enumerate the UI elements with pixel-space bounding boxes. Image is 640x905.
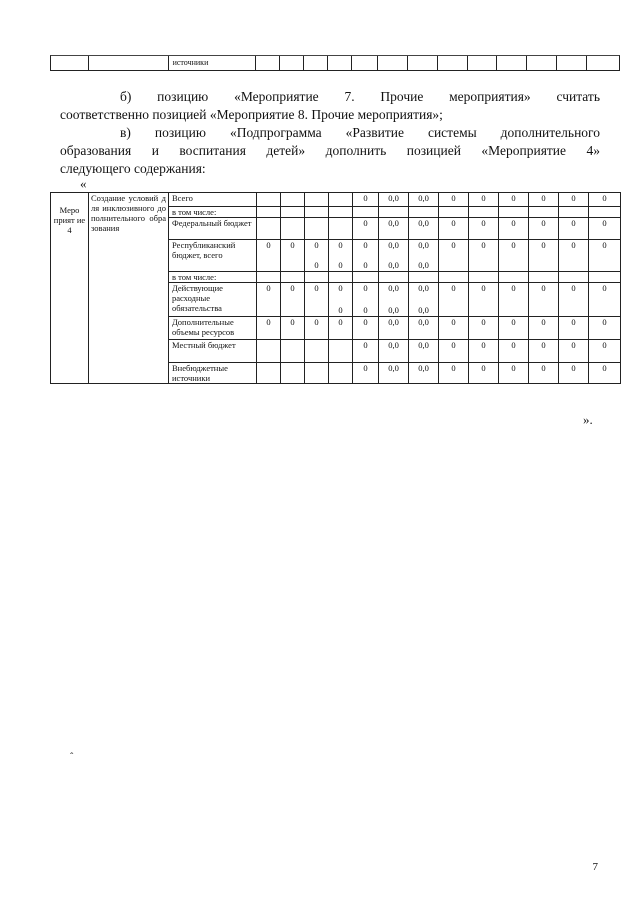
table-cell (497, 56, 527, 70)
value-cell (499, 207, 529, 218)
value-cell (281, 207, 305, 218)
value-text: 0 (571, 283, 576, 293)
table-cell (280, 56, 304, 70)
opening-quote: « (80, 176, 87, 191)
value-text-second: 0 (338, 305, 343, 315)
value-cell: 0 (353, 317, 379, 340)
value-cell: 0 (353, 218, 379, 240)
value-cell (257, 283, 281, 317)
value-cell: 0 (469, 363, 499, 384)
value-cell (257, 193, 281, 207)
row-label: в том числе: (169, 207, 257, 218)
value-cell: 0 (469, 193, 499, 207)
value-cell (559, 207, 589, 218)
value-cell (559, 272, 589, 283)
value-text: 0,0 (418, 240, 429, 250)
page-number: 7 (592, 861, 598, 873)
value-cell: 0 (353, 193, 379, 207)
value-cell (589, 207, 621, 218)
value-text: 0 (314, 283, 319, 293)
value-cell (589, 272, 621, 283)
value-cell (281, 193, 305, 207)
value-text: 0 (451, 240, 456, 250)
value-text: 0 (338, 283, 343, 293)
value-text: 0 (266, 240, 271, 250)
value-text: 0,0 (388, 240, 399, 250)
measure-label: Меро прият ие 4 (51, 193, 89, 384)
value-text: 0 (571, 240, 576, 250)
value-cell: 0 (469, 340, 499, 363)
paragraph-v-line2: образования и воспитания детей» дополнить позицией «Мероприятие 4» (60, 143, 600, 158)
value-text: 0 (363, 283, 368, 293)
value-text: 0 (290, 283, 295, 293)
value-cell (499, 283, 529, 317)
value-text: 0 (602, 283, 607, 293)
value-cell (329, 340, 353, 363)
value-cell: 0 (257, 317, 281, 340)
value-cell (257, 340, 281, 363)
value-cell (329, 272, 353, 283)
row-label: Республиканский бюджет, всего (169, 240, 257, 272)
value-cell: 0 (281, 317, 305, 340)
value-text: 0 (363, 240, 368, 250)
value-cell (379, 283, 409, 317)
value-cell (281, 363, 305, 384)
value-cell (281, 283, 305, 317)
value-cell (469, 207, 499, 218)
value-cell (329, 363, 353, 384)
value-cell: 0 (559, 363, 589, 384)
value-text: 0 (511, 240, 516, 250)
value-text-second: 0 (314, 260, 319, 270)
row-label: Внебюджетные источники (169, 363, 257, 384)
value-text: 0 (481, 283, 486, 293)
value-text-second: 0,0 (388, 305, 399, 315)
value-cell: 0 (559, 317, 589, 340)
value-cell: 0 (353, 363, 379, 384)
value-cell: 0 (499, 218, 529, 240)
value-cell (439, 272, 469, 283)
value-cell (281, 272, 305, 283)
value-cell (329, 207, 353, 218)
value-cell (257, 363, 281, 384)
value-cell (353, 207, 379, 218)
table-cell (557, 56, 587, 70)
value-cell (281, 340, 305, 363)
stray-mark: ˆ (70, 752, 74, 763)
value-cell: 0 (589, 363, 621, 384)
row-label: Действующие расходные обязательства (169, 283, 257, 317)
value-cell: 0 (353, 340, 379, 363)
value-cell: 0 (559, 340, 589, 363)
value-cell (469, 272, 499, 283)
value-cell (379, 272, 409, 283)
measure-table (50, 192, 621, 384)
table-cell (328, 56, 352, 70)
value-cell (329, 193, 353, 207)
value-cell (353, 240, 379, 272)
value-cell: 0 (589, 340, 621, 363)
value-cell (589, 283, 621, 317)
value-cell: 0 (439, 193, 469, 207)
table-cell (378, 56, 408, 70)
value-cell: 0 (529, 317, 559, 340)
value-text-second: 0,0 (418, 260, 429, 270)
value-cell: 0 (439, 340, 469, 363)
value-cell: 0 (589, 317, 621, 340)
table-cell (256, 56, 280, 70)
value-cell (529, 240, 559, 272)
value-cell (305, 340, 329, 363)
value-cell: 0 (589, 193, 621, 207)
paragraph-v-line3: следующего содержания: (60, 161, 206, 176)
value-cell: 0 (499, 317, 529, 340)
value-cell (257, 207, 281, 218)
paragraph-b-line1: б) позицию «Мероприятие 7. Прочие мероприятия» считать (120, 89, 600, 104)
value-cell: 0 (499, 193, 529, 207)
value-cell (329, 218, 353, 240)
value-text-second: 0,0 (388, 260, 399, 270)
value-cell (353, 272, 379, 283)
value-cell (305, 207, 329, 218)
value-text: 0 (541, 283, 546, 293)
value-cell (409, 283, 439, 317)
value-cell: 0,0 (379, 193, 409, 207)
value-cell: 0,0 (379, 317, 409, 340)
paragraph-v-line1: в) позицию «Подпрограмма «Развитие системы дополнительного (120, 125, 600, 140)
value-cell (439, 207, 469, 218)
value-cell (529, 283, 559, 317)
value-cell (499, 240, 529, 272)
value-cell (409, 272, 439, 283)
value-cell: 0 (559, 193, 589, 207)
value-cell: 0 (499, 340, 529, 363)
value-text: 0 (266, 283, 271, 293)
value-cell (499, 272, 529, 283)
table-cell (587, 56, 619, 70)
value-cell (559, 240, 589, 272)
value-cell (305, 218, 329, 240)
value-text: 0 (511, 283, 516, 293)
value-cell (305, 272, 329, 283)
value-cell: 0 (589, 218, 621, 240)
value-cell: 0,0 (409, 193, 439, 207)
value-cell (439, 283, 469, 317)
table-cell (89, 56, 169, 70)
value-text: 0 (481, 240, 486, 250)
value-cell (329, 240, 353, 272)
value-cell: 0,0 (379, 340, 409, 363)
value-cell (379, 240, 409, 272)
value-text-second: 0,0 (418, 305, 429, 315)
value-text: 0 (290, 240, 295, 250)
value-text-second: 0 (338, 260, 343, 270)
value-cell (305, 363, 329, 384)
value-cell (281, 240, 305, 272)
value-cell (353, 283, 379, 317)
value-cell: 0,0 (409, 363, 439, 384)
value-cell: 0 (529, 363, 559, 384)
value-cell (529, 207, 559, 218)
value-cell: 0,0 (379, 363, 409, 384)
value-cell: 0 (469, 317, 499, 340)
value-text-second: 0 (363, 305, 368, 315)
value-cell: 0 (559, 218, 589, 240)
value-cell (257, 272, 281, 283)
value-cell (329, 283, 353, 317)
paragraph-b-line2: соответственно позицией «Мероприятие 8. Прочие мероприятия»; (60, 107, 443, 122)
closing-quote: ». (583, 412, 593, 427)
value-text: 0 (602, 240, 607, 250)
row-label: Местный бюджет (169, 340, 257, 363)
value-cell (469, 283, 499, 317)
table-cell-label: источники (169, 56, 257, 70)
value-cell: 0 (439, 363, 469, 384)
row-label: Всего (169, 193, 257, 207)
value-text: 0 (451, 283, 456, 293)
table-cell (352, 56, 378, 70)
value-cell: 0,0 (409, 317, 439, 340)
table-cell (408, 56, 438, 70)
value-text-second: 0 (363, 260, 368, 270)
table-row (51, 193, 621, 207)
value-text: 0 (541, 240, 546, 250)
value-cell: 0,0 (409, 218, 439, 240)
value-text: 0,0 (388, 283, 399, 293)
value-cell: 0 (329, 317, 353, 340)
value-cell (379, 207, 409, 218)
value-cell: 0 (305, 317, 329, 340)
value-cell (257, 218, 281, 240)
table-cell (527, 56, 557, 70)
value-cell (589, 240, 621, 272)
table-cell (304, 56, 328, 70)
previous-table-fragment (50, 55, 620, 71)
table-cell (51, 56, 89, 70)
value-cell (305, 193, 329, 207)
value-cell: 0 (499, 363, 529, 384)
value-cell (409, 207, 439, 218)
value-cell (559, 283, 589, 317)
value-cell: 0 (529, 193, 559, 207)
value-cell (305, 283, 329, 317)
value-text: 0 (338, 240, 343, 250)
value-cell (439, 240, 469, 272)
row-label: Дополнительные объемы ресурсов (169, 317, 257, 340)
value-cell: 0 (469, 218, 499, 240)
table-cell (468, 56, 498, 70)
value-cell: 0 (529, 218, 559, 240)
value-cell (529, 272, 559, 283)
value-cell (281, 218, 305, 240)
value-cell: 0,0 (409, 340, 439, 363)
value-cell (257, 240, 281, 272)
value-cell: 0 (529, 340, 559, 363)
value-text: 0 (314, 240, 319, 250)
row-label: Федеральный бюджет (169, 218, 257, 240)
measure-name: Создание условий для инклюзивного дополнительного образования (89, 193, 169, 384)
value-cell: 0 (439, 218, 469, 240)
value-cell (305, 240, 329, 272)
value-text: 0,0 (418, 283, 429, 293)
row-label: в том числе: (169, 272, 257, 283)
value-cell (409, 240, 439, 272)
value-cell (469, 240, 499, 272)
value-cell: 0 (439, 317, 469, 340)
value-cell: 0,0 (379, 218, 409, 240)
table-cell (438, 56, 468, 70)
